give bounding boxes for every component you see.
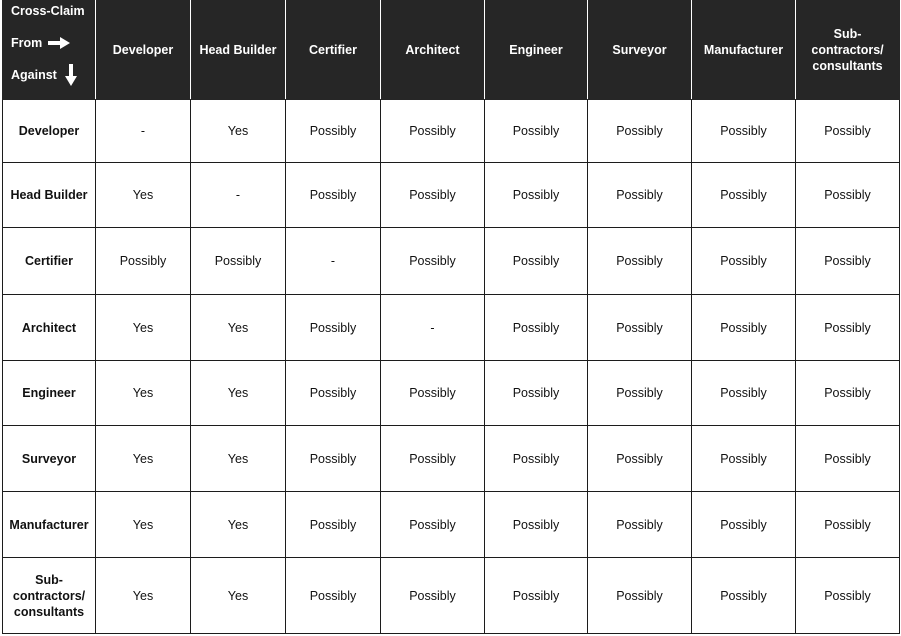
table-cell: Possibly <box>381 558 485 634</box>
table-cell: Possibly <box>796 163 900 228</box>
table-cell: Possibly <box>796 558 900 634</box>
table-body <box>3 100 900 634</box>
row-header: Surveyor <box>3 426 96 492</box>
table-cell: Possibly <box>286 295 381 361</box>
table-cell: Yes <box>191 100 286 163</box>
corner-against <box>11 67 57 83</box>
table-cell: Possibly <box>796 492 900 558</box>
table-cell: Possibly <box>485 100 588 163</box>
table-cell: Yes <box>191 426 286 492</box>
row-header: Certifier <box>3 228 96 295</box>
table-cell: Possibly <box>588 295 692 361</box>
corner-cell <box>3 1 96 100</box>
table-cell: Yes <box>191 361 286 426</box>
column-header: Certifier <box>286 1 381 100</box>
table-cell: Possibly <box>381 163 485 228</box>
table-cell: Yes <box>191 295 286 361</box>
table-cell: Possibly <box>381 426 485 492</box>
table-cell: Possibly <box>588 492 692 558</box>
table-cell: Possibly <box>381 492 485 558</box>
row-header: Developer <box>3 100 96 163</box>
table-cell: Possibly <box>692 163 796 228</box>
table-cell: Possibly <box>692 100 796 163</box>
arrow-down-icon <box>65 64 77 86</box>
table-cell: Yes <box>191 492 286 558</box>
table-cell: Yes <box>96 426 191 492</box>
arrow-right-icon <box>48 37 70 49</box>
table-cell: Possibly <box>485 492 588 558</box>
table-cell: Possibly <box>692 558 796 634</box>
row-header: Head Builder <box>3 163 96 228</box>
table-cell: Possibly <box>588 163 692 228</box>
table-cell: Possibly <box>485 361 588 426</box>
table-cell: Yes <box>96 295 191 361</box>
column-header: Surveyor <box>588 1 692 100</box>
table-cell: Possibly <box>286 163 381 228</box>
table-cell: Possibly <box>796 295 900 361</box>
against-label: Against <box>11 68 57 82</box>
table-cell: Possibly <box>286 492 381 558</box>
table-row <box>3 163 900 228</box>
table-cell: Possibly <box>96 228 191 295</box>
row-header: Architect <box>3 295 96 361</box>
column-header: Architect <box>381 1 485 100</box>
table-cell: Possibly <box>286 100 381 163</box>
cross-claim-table <box>2 0 900 634</box>
table-cell: Possibly <box>796 361 900 426</box>
table-row <box>3 426 900 492</box>
table-cell: - <box>286 228 381 295</box>
corner-title: Cross-Claim <box>11 4 85 18</box>
table-row <box>3 295 900 361</box>
table-cell: Possibly <box>381 361 485 426</box>
corner-from <box>11 35 42 51</box>
table-cell: - <box>96 100 191 163</box>
table-cell: Possibly <box>588 100 692 163</box>
header-row <box>3 1 900 100</box>
table-cell: Possibly <box>588 228 692 295</box>
table-cell: Possibly <box>692 361 796 426</box>
table-cell: Possibly <box>381 228 485 295</box>
table-cell: Possibly <box>692 426 796 492</box>
table-row <box>3 361 900 426</box>
table-cell: Possibly <box>485 295 588 361</box>
row-header: Manufacturer <box>3 492 96 558</box>
table-cell: Possibly <box>796 228 900 295</box>
column-header: Manufacturer <box>692 1 796 100</box>
column-header: Engineer <box>485 1 588 100</box>
table-cell: Possibly <box>286 558 381 634</box>
table-cell: Possibly <box>692 295 796 361</box>
table-cell: Possibly <box>588 361 692 426</box>
table-cell: Possibly <box>485 558 588 634</box>
row-header: Sub- contractors/ consultants <box>3 558 96 634</box>
table-cell: Possibly <box>692 492 796 558</box>
table-row <box>3 228 900 295</box>
table-cell: Possibly <box>588 426 692 492</box>
table-cell: - <box>381 295 485 361</box>
table-cell: Yes <box>96 361 191 426</box>
table-cell: Possibly <box>692 228 796 295</box>
table-row <box>3 492 900 558</box>
table-cell: Yes <box>96 492 191 558</box>
table-cell: Possibly <box>796 426 900 492</box>
table-row <box>3 100 900 163</box>
row-header: Engineer <box>3 361 96 426</box>
table-cell: Yes <box>96 558 191 634</box>
column-header: Head Builder <box>191 1 286 100</box>
column-header: Sub- contractors/ consultants <box>796 1 900 100</box>
table-cell: - <box>191 163 286 228</box>
column-header: Developer <box>96 1 191 100</box>
table-cell: Possibly <box>191 228 286 295</box>
table-cell: Possibly <box>485 163 588 228</box>
table-cell: Yes <box>96 163 191 228</box>
table-cell: Possibly <box>286 426 381 492</box>
table-row <box>3 558 900 634</box>
from-label: From <box>11 36 43 50</box>
table-cell: Possibly <box>381 100 485 163</box>
table-cell: Yes <box>191 558 286 634</box>
table-cell: Possibly <box>796 100 900 163</box>
table-header <box>3 1 900 100</box>
table-cell: Possibly <box>485 228 588 295</box>
table-cell: Possibly <box>485 426 588 492</box>
table-cell: Possibly <box>286 361 381 426</box>
table-cell: Possibly <box>588 558 692 634</box>
